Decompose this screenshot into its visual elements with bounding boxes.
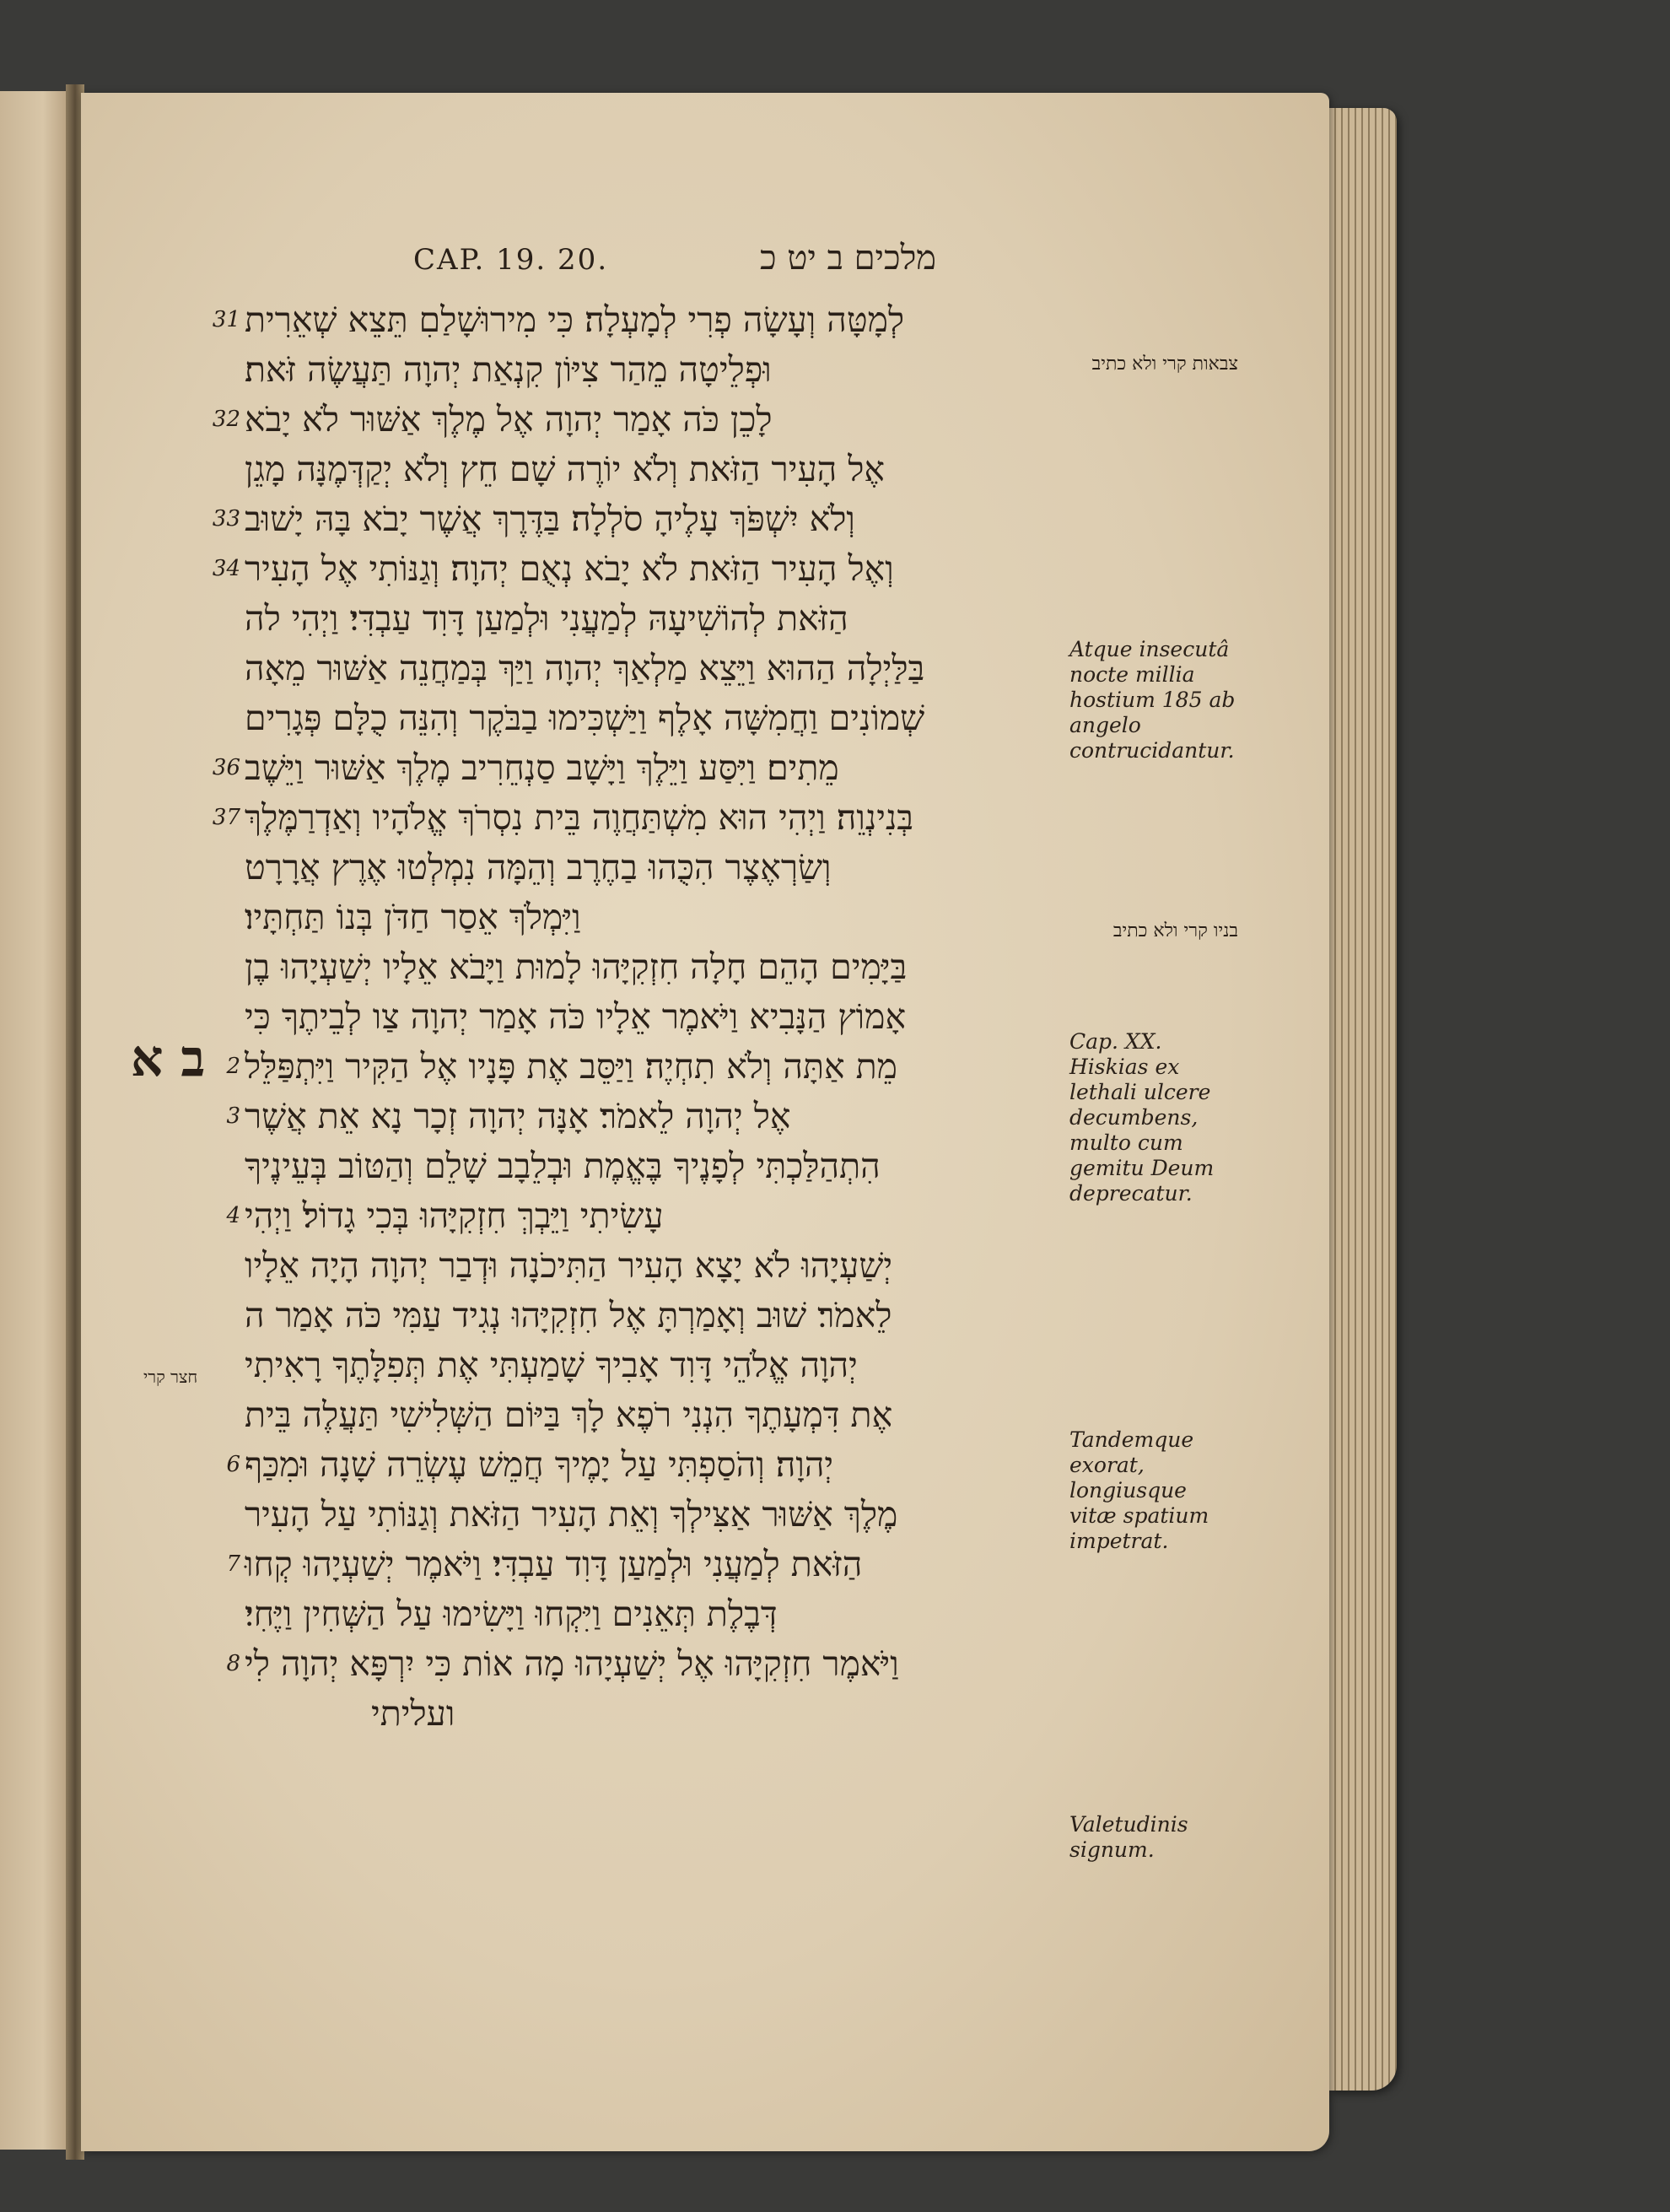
verse-number: 34 [212, 556, 240, 581]
text-line: הַזֹּאת לְמַעֲנִי וּלְמַעַן דָּוִד עַבְדִּי׃ וַיֹּאמֶר יְשַׁעְיָהוּ קְחוּ [245, 1544, 863, 1584]
text-line: וּפְלֵיטָה מֵהַר צִיּוֹן קִנְאַת יְהוָה תַּעֲשֶׂה זֹּאת׃ [245, 349, 772, 390]
text-line: עָשִׂיתִי וַיֵּבְךְּ חִזְקִיָּהוּ בְּכִי גָדוֹל׃ וַיְהִי [245, 1195, 664, 1236]
text-line: שְׁמוֹנִים וַחֲמִשָּׁה אָלֶף וַיַּשְׁכִּימוּ בַבֹּקֶר וְהִנֵּה כֻלָּם פְּגָרִים [245, 698, 925, 738]
verse-number: 36 [212, 755, 240, 780]
text-line: וְשַׂרְאֶצֶר הִכֻּהוּ בַחֶרֶב וְהֵמָּה נִמְלְטוּ אֶרֶץ אֲרָרָט [245, 847, 832, 887]
text-line: לְמָטָּה וְעָשָׂה פְרִי לְמָעְלָה׃ כִּי מִירוּשָׁלַםִ תֵּצֵא שְׁאֵרִית [245, 299, 905, 340]
margin-note-3: Tandemque exorat, longiusque vitæ spatium impetrat. [1069, 1427, 1209, 1553]
text-line: וַיִּמְלֹךְ אֵסַר חַדֹּן בְּנוֹ תַּחְתָּיו׃ [245, 897, 581, 937]
main-text [245, 295, 1046, 1739]
text-line: אָמוֹץ הַנָּבִיא וַיֹּאמֶר אֵלָיו כֹּה אָמַר יְהוָה צַו לְבֵיתֶךָ כִּי [245, 996, 907, 1037]
verse-number: 6 [226, 1452, 240, 1477]
verse-number: 2 [226, 1054, 240, 1079]
verse-number: 33 [212, 506, 240, 531]
chapter-label: CAP. 19. 20. [413, 243, 609, 277]
text-line: בַּלַּיְלָה הַהוּא וַיֵּצֵא מַלְאַךְ יְהוָה וַיַּךְ בְּמַחֲנֵה אַשּׁוּר מֵאָה [245, 648, 925, 688]
text-line: יְשַׁעְיָהוּ לֹא יָצָא הָעִיר הַתִּיכֹנָה וּדְבַר יְהוָה הָיָה אֵלָיו [245, 1245, 893, 1286]
verse-number: 7 [226, 1551, 240, 1577]
text-line: אֶת דִּמְעָתֶךָ הִנְנִי רֹפֶא לָךְ בַּיּוֹם הַשְּׁלִישִׁי תַּעֲלֶה בֵּית [245, 1395, 893, 1435]
verse-number: 8 [226, 1651, 240, 1676]
margin-note-1: Atque insecutâ nocte millia hostium 185 ab angelo contrucidantur. [1069, 637, 1236, 763]
chapter-marker: ב א [131, 1029, 206, 1088]
text-line: וְלֹא יִשְׁפֹּךְ עָלֶיהָ סֹלְלָה׃ בַּדֶּרֶךְ אֲשֶׁר יָבֹא בָּהּ יָשׁוּב [245, 499, 855, 539]
page-stack-edge [1329, 108, 1397, 2091]
text-line: בְּנִינְוֵה׃ וַיְהִי הוּא מִשְׁתַּחֲוֶה בֵּית נִסְרֹךְ אֱלֹהָיו וְאַדְרַמֶּלֶךְ [245, 797, 914, 838]
hebrew-title: מלכים ב יט כ [759, 239, 936, 278]
text-line: מֵתִים׃ וַיִּסַּע וַיֵּלֶךְ וַיָּשָׁב סַנְחֵרִיב מֶלֶךְ אַשּׁוּר וַיֵּשֶׁב [245, 747, 839, 788]
running-header [413, 238, 936, 289]
margin-qere-2: בניו קרי ולא כתיב [1112, 920, 1238, 941]
text-line: הִתְהַלַּכְתִּי לְפָנֶיךָ בֶּאֱמֶת וּבְלֵבָב שָׁלֵם וְהַטּוֹב בְּעֵינֶיךָ [245, 1146, 881, 1186]
margin-note-2: Cap. XX. Hiskias ex lethali ulcere decumbens, multo cum gemitu Deum deprecatur. [1069, 1029, 1215, 1206]
text-line: דְּבֶלֶת תְּאֵנִים וַיִּקְחוּ וַיָּשִׂימוּ עַל הַשְּׁחִין וַיֶּחִי׃ [245, 1594, 778, 1634]
margin-note-4: Valetudinis signum. [1069, 1812, 1188, 1862]
text-line: אֶל יְהוָה לֵאמֹר׃ אָנָּה יְהוָה זְכָר נָא אֵת אֲשֶׁר [245, 1096, 791, 1136]
text-line: יְהוָה׃ וְהֹסַפְתִּי עַל יָמֶיךָ חֲמֵשׁ עֶשְׂרֵה שָׁנָה וּמִכַּף [245, 1444, 834, 1485]
margin-qere-1: צבאות קרי ולא כתיב [1091, 353, 1238, 375]
left-page-edge [0, 91, 72, 2150]
text-line: לָכֵן כֹּה אָמַר יְהוָה אֶל מֶלֶךְ אַשּׁוּר לֹא יָבֹא [245, 399, 773, 440]
verse-number: 37 [212, 805, 240, 830]
text-line: אֶל הָעִיר הַזֹּאת וְלֹא יוֹרֶה שָׁם חֵץ וְלֹא יְקַדְּמֶנָּה מָגֵן [245, 449, 886, 489]
verse-number: 31 [212, 307, 240, 332]
verse-number: 3 [226, 1103, 240, 1129]
verse-number: 4 [226, 1203, 240, 1228]
text-line: מֵת אַתָּה וְלֹא תִחְיֶה׃ וַיַּסֵּב אֶת פָּנָיו אֶל הַקִּיר וַיִּתְפַּלֵּל [245, 1046, 897, 1087]
text-line: הַזֹּאת לְהוֹשִׁיעָהּ לְמַעֲנִי וּלְמַעַן דָּוִד עַבְדִּי׃ וַיְהִי לה [245, 598, 848, 639]
text-line: לֵאמֹר׃ שׁוּב וְאָמַרְתָּ אֶל חִזְקִיָּהוּ נְגִיד עַמִּי כֹּה אָמַר ה [245, 1295, 892, 1335]
verse-number: 32 [212, 407, 240, 432]
text-line: בַּיָּמִים הָהֵם חָלָה חִזְקִיָּהוּ לָמוּת וַיָּבֹא אֵלָיו יְשַׁעְיָהוּ בֶן [245, 947, 908, 987]
text-line: ועליתי [371, 1693, 455, 1734]
text-line: וְאֶל הָעִיר הַזֹּאת לֹא יָבֹא נְאֻם יְהוָה׃ וְגַנּוֹתִי אֶל הָעִיר [245, 548, 894, 589]
text-line: מֶלֶךְ אַשּׁוּר אַצִּילְךָ וְאֵת הָעִיר הַזֹּאת וְגַנּוֹתִי עַל הָעִיר [245, 1494, 898, 1535]
text-line: וַיֹּאמֶר חִזְקִיָּהוּ אֶל יְשַׁעְיָהוּ מָה אוֹת כִּי יִרְפָּא יְהוָה לִי [245, 1643, 899, 1684]
margin-qere-3: חצר קרי [143, 1367, 198, 1387]
text-line: יְהוָה אֱלֹהֵי דָּוִד אָבִיךָ שָׁמַעְתִּי אֶת תְּפִלָּתֶךָ רָאִיתִי [245, 1345, 858, 1385]
